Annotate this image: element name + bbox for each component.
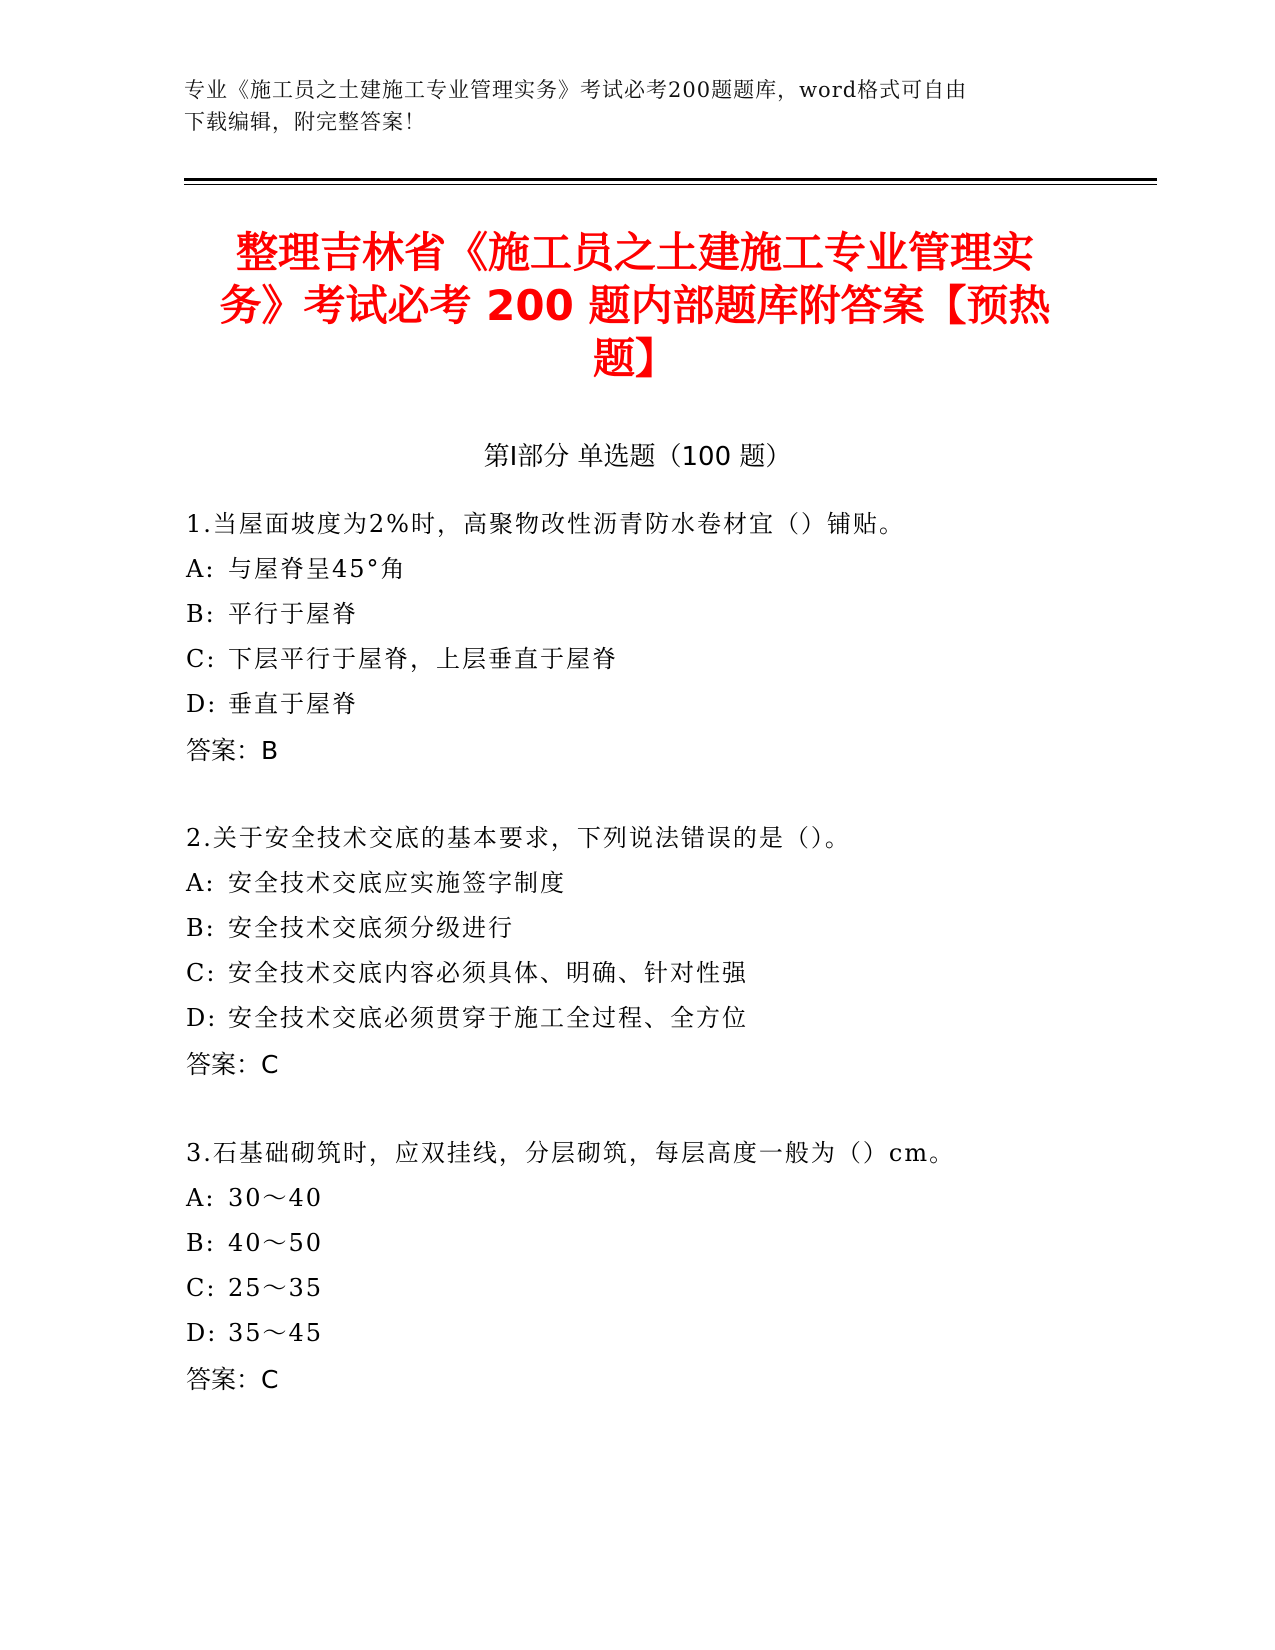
option-text: 30～40 — [228, 1184, 324, 1212]
document-title-line-3: 题】 — [592, 334, 677, 383]
option-b — [186, 1221, 1116, 1266]
option-text: 平行于屋脊 — [228, 600, 358, 628]
answer-line: 答案：C — [186, 1365, 279, 1394]
document-title — [190, 226, 1080, 385]
option-letter: A: — [186, 1184, 216, 1212]
option-b — [186, 592, 1116, 637]
option-letter: C: — [186, 1274, 217, 1302]
question-text: 1.当屋面坡度为2%时，高聚物改性沥青防水卷材宜（）铺贴。 — [186, 510, 905, 538]
header-divider-thick — [184, 178, 1157, 181]
question-1 — [186, 502, 1116, 773]
option-text: 下层平行于屋脊，上层垂直于屋脊 — [228, 645, 618, 673]
header-divider-thin — [184, 184, 1157, 185]
option-a — [186, 1176, 1116, 1221]
header-note-line-1: 专业《施工员之土建施工专业管理实务》考试必考200题题库，word格式可自由 — [184, 78, 968, 102]
option-d — [186, 1311, 1116, 1356]
option-text: 安全技术交底应实施签字制度 — [228, 869, 566, 897]
option-c — [186, 637, 1116, 682]
option-letter: B: — [186, 1229, 216, 1257]
option-letter: C: — [186, 959, 217, 987]
option-letter: B: — [186, 914, 216, 942]
option-text: 与屋脊呈45°角 — [228, 555, 407, 583]
option-c — [186, 951, 1116, 996]
option-text: 安全技术交底内容必须具体、明确、针对性强 — [228, 959, 748, 987]
option-a — [186, 547, 1116, 592]
option-c — [186, 1266, 1116, 1311]
section-heading: 第Ⅰ部分 单选题（100 题） — [483, 442, 792, 472]
document-title-line-2: 务》考试必考 200 题内部题库附答案【预热 — [219, 281, 1051, 330]
option-text: 安全技术交底须分级进行 — [228, 914, 514, 942]
header-note — [184, 74, 1064, 138]
option-letter: D: — [186, 690, 218, 718]
option-d — [186, 996, 1116, 1041]
question-text: 2.关于安全技术交底的基本要求，下列说法错误的是（）。 — [186, 824, 851, 852]
question-2 — [186, 816, 1116, 1087]
option-text: 35～45 — [228, 1319, 324, 1347]
answer-line: 答案：B — [186, 736, 279, 765]
option-letter: D: — [186, 1004, 218, 1032]
option-d — [186, 682, 1116, 727]
option-text: 25～35 — [228, 1274, 324, 1302]
option-letter: B: — [186, 600, 216, 628]
document-title-line-1: 整理吉林省《施工员之土建施工专业管理实 — [235, 228, 1034, 277]
option-text: 安全技术交底必须贯穿于施工全过程、全方位 — [228, 1004, 748, 1032]
option-letter: D: — [186, 1319, 218, 1347]
option-b — [186, 906, 1116, 951]
option-text: 垂直于屋脊 — [228, 690, 358, 718]
question-3 — [186, 1131, 1116, 1402]
option-letter: A: — [186, 869, 216, 897]
answer-line: 答案：C — [186, 1050, 279, 1079]
option-text: 40～50 — [228, 1229, 324, 1257]
header-note-line-2: 下载编辑，附完整答案！ — [184, 110, 426, 134]
option-letter: C: — [186, 645, 217, 673]
option-a — [186, 861, 1116, 906]
option-letter: A: — [186, 555, 216, 583]
question-text: 3.石基础砌筑时，应双挂线，分层砌筑，每层高度一般为（）cm。 — [186, 1139, 956, 1167]
